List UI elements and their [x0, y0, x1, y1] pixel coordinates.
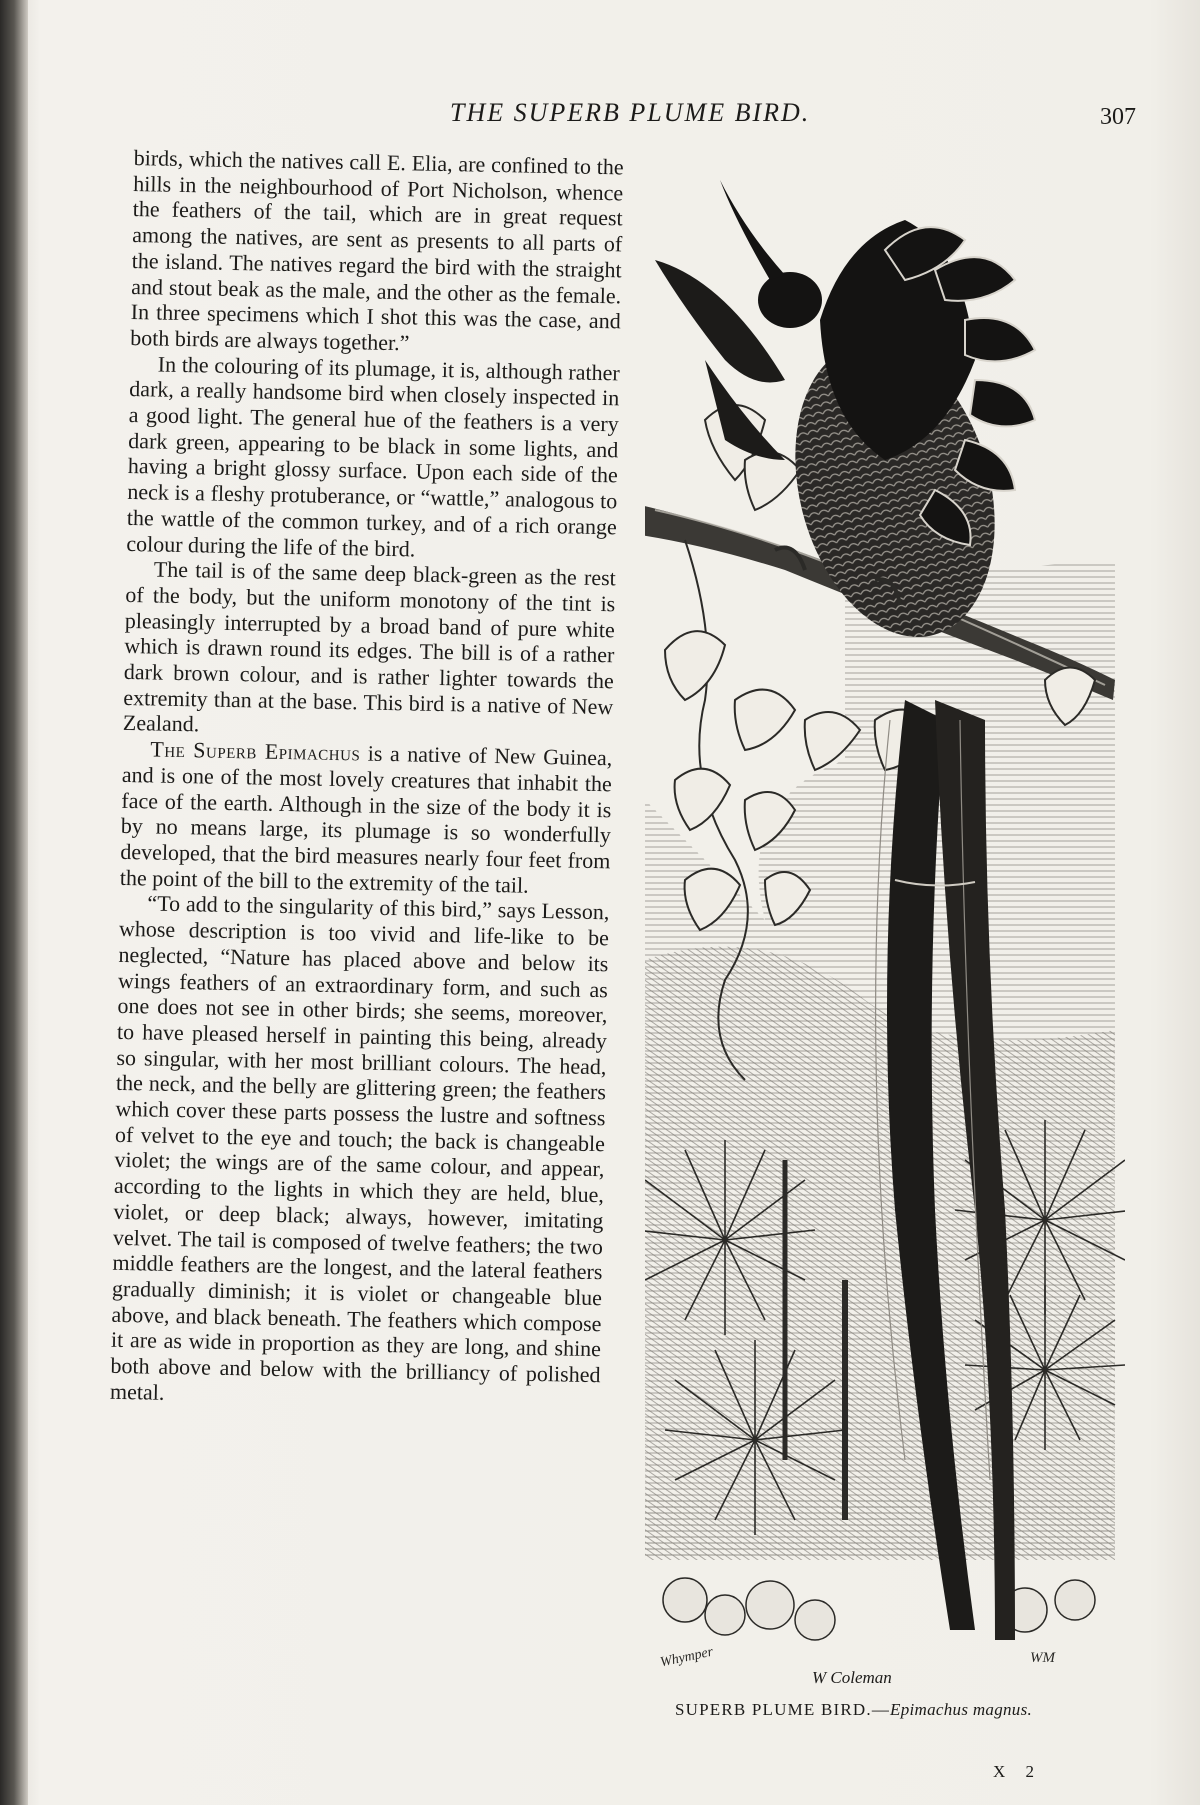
leaf [675, 769, 730, 830]
paragraph-3: The tail is of the same deep black-green as the rest of the body, but the uniform monotony of the tint is pleasingly interrupted by a broad band of pure white which is drawn round its edges. The bill is of a rather dark brown colour, and is rather lighter towards the extremity than at the base. This bird is a native of New Zealand. [122, 556, 617, 737]
engraving-illustration [645, 160, 1125, 1700]
paragraph-4 [120, 736, 613, 900]
signature-mark: X 2 [993, 1762, 1043, 1781]
paragraph-5: “To add to the singularity of this bird,” says Lesson, whose description is too vivid and life-like to be neglected, “Nature has placed above and below its wings feathers of an extraordinary form, and such as one does not see in other birds; she seems, moreover, to have pleased herself in painting this being, already so singular, with her most brilliant colours. The head, the neck, and the belly are glittering green; the feathers which cover these parts possess the lustre and softness of velvet to the eye and touch; the back is changeable violet; the wings are of the same colour, and appear, according to the lights in which they are held, blue, violet, or deep black; always, however, imitating velvet. The tail is composed of twelve feathers; the two middle feathers are the longest, and the lateral feathers gradually diminish; it is violet or changeable blue above, and black beneath. The feathers which compose it are as wide in proportion as they are long, and shine both above and below with the brilliancy of polished metal. [109, 890, 610, 1405]
artist-signature: W Coleman [812, 1668, 892, 1687]
monogram-mark: WM [1030, 1650, 1055, 1666]
engraving-superb-plume-bird [645, 160, 1125, 1700]
leaf [665, 631, 725, 700]
page-number: 307 [1100, 104, 1136, 130]
bird-head [758, 272, 822, 328]
water [645, 1500, 1115, 1560]
paragraph-4-text: is a native of New Guinea, and is one of the most lovely creatures that inhabit the face of the earth. Although in the size of the body it is by no means large, its plumage is so wonderfully developed, that the bird measures nearly four feet from the point of the bill to the extremity of the tail. [119, 740, 613, 898]
leaf [745, 452, 800, 510]
caption-title: SUPERB PLUME BIRD.— [675, 1700, 891, 1719]
text-column [110, 145, 624, 1414]
figure-caption [675, 1700, 1095, 1720]
section-lead: The Superb Epimachus [150, 736, 361, 766]
wing-plume [655, 260, 785, 383]
book-binding-edge [0, 0, 28, 1805]
paragraph-2: In the colouring of its plumage, it is, although rather dark, a really handsome bird when closely inspected in a good light. The general hue of the feathers is a very dark green, appearing to be black in some lights, and having a bright glossy surface. Upon each side of the neck is a fleshy protuberance, or “wattle,” analogous to the wattle of the common turkey, and of a rich orange colour during the life of the bird. [126, 351, 620, 562]
bird-beak [720, 180, 785, 280]
leaf [735, 690, 795, 750]
caption-latin-name: Epimachus magnus. [890, 1700, 1033, 1719]
paragraph-1: birds, which the natives call E. Elia, are confined to the hills in the neighbourhood of Port Nicholson, whence the feathers of the tail, which are in great request among the natives, are sent as presents to all parts of the island. The natives regard the bird with the straight and stout beak as the male, and the other as the female. In three specimens which I shot this was the case, and both birds are always together.” [130, 145, 624, 356]
ground-foliage [663, 1578, 1095, 1640]
engraver-signature: Whymper [658, 1644, 715, 1671]
running-head: THE SUPERB PLUME BIRD. [450, 98, 811, 127]
